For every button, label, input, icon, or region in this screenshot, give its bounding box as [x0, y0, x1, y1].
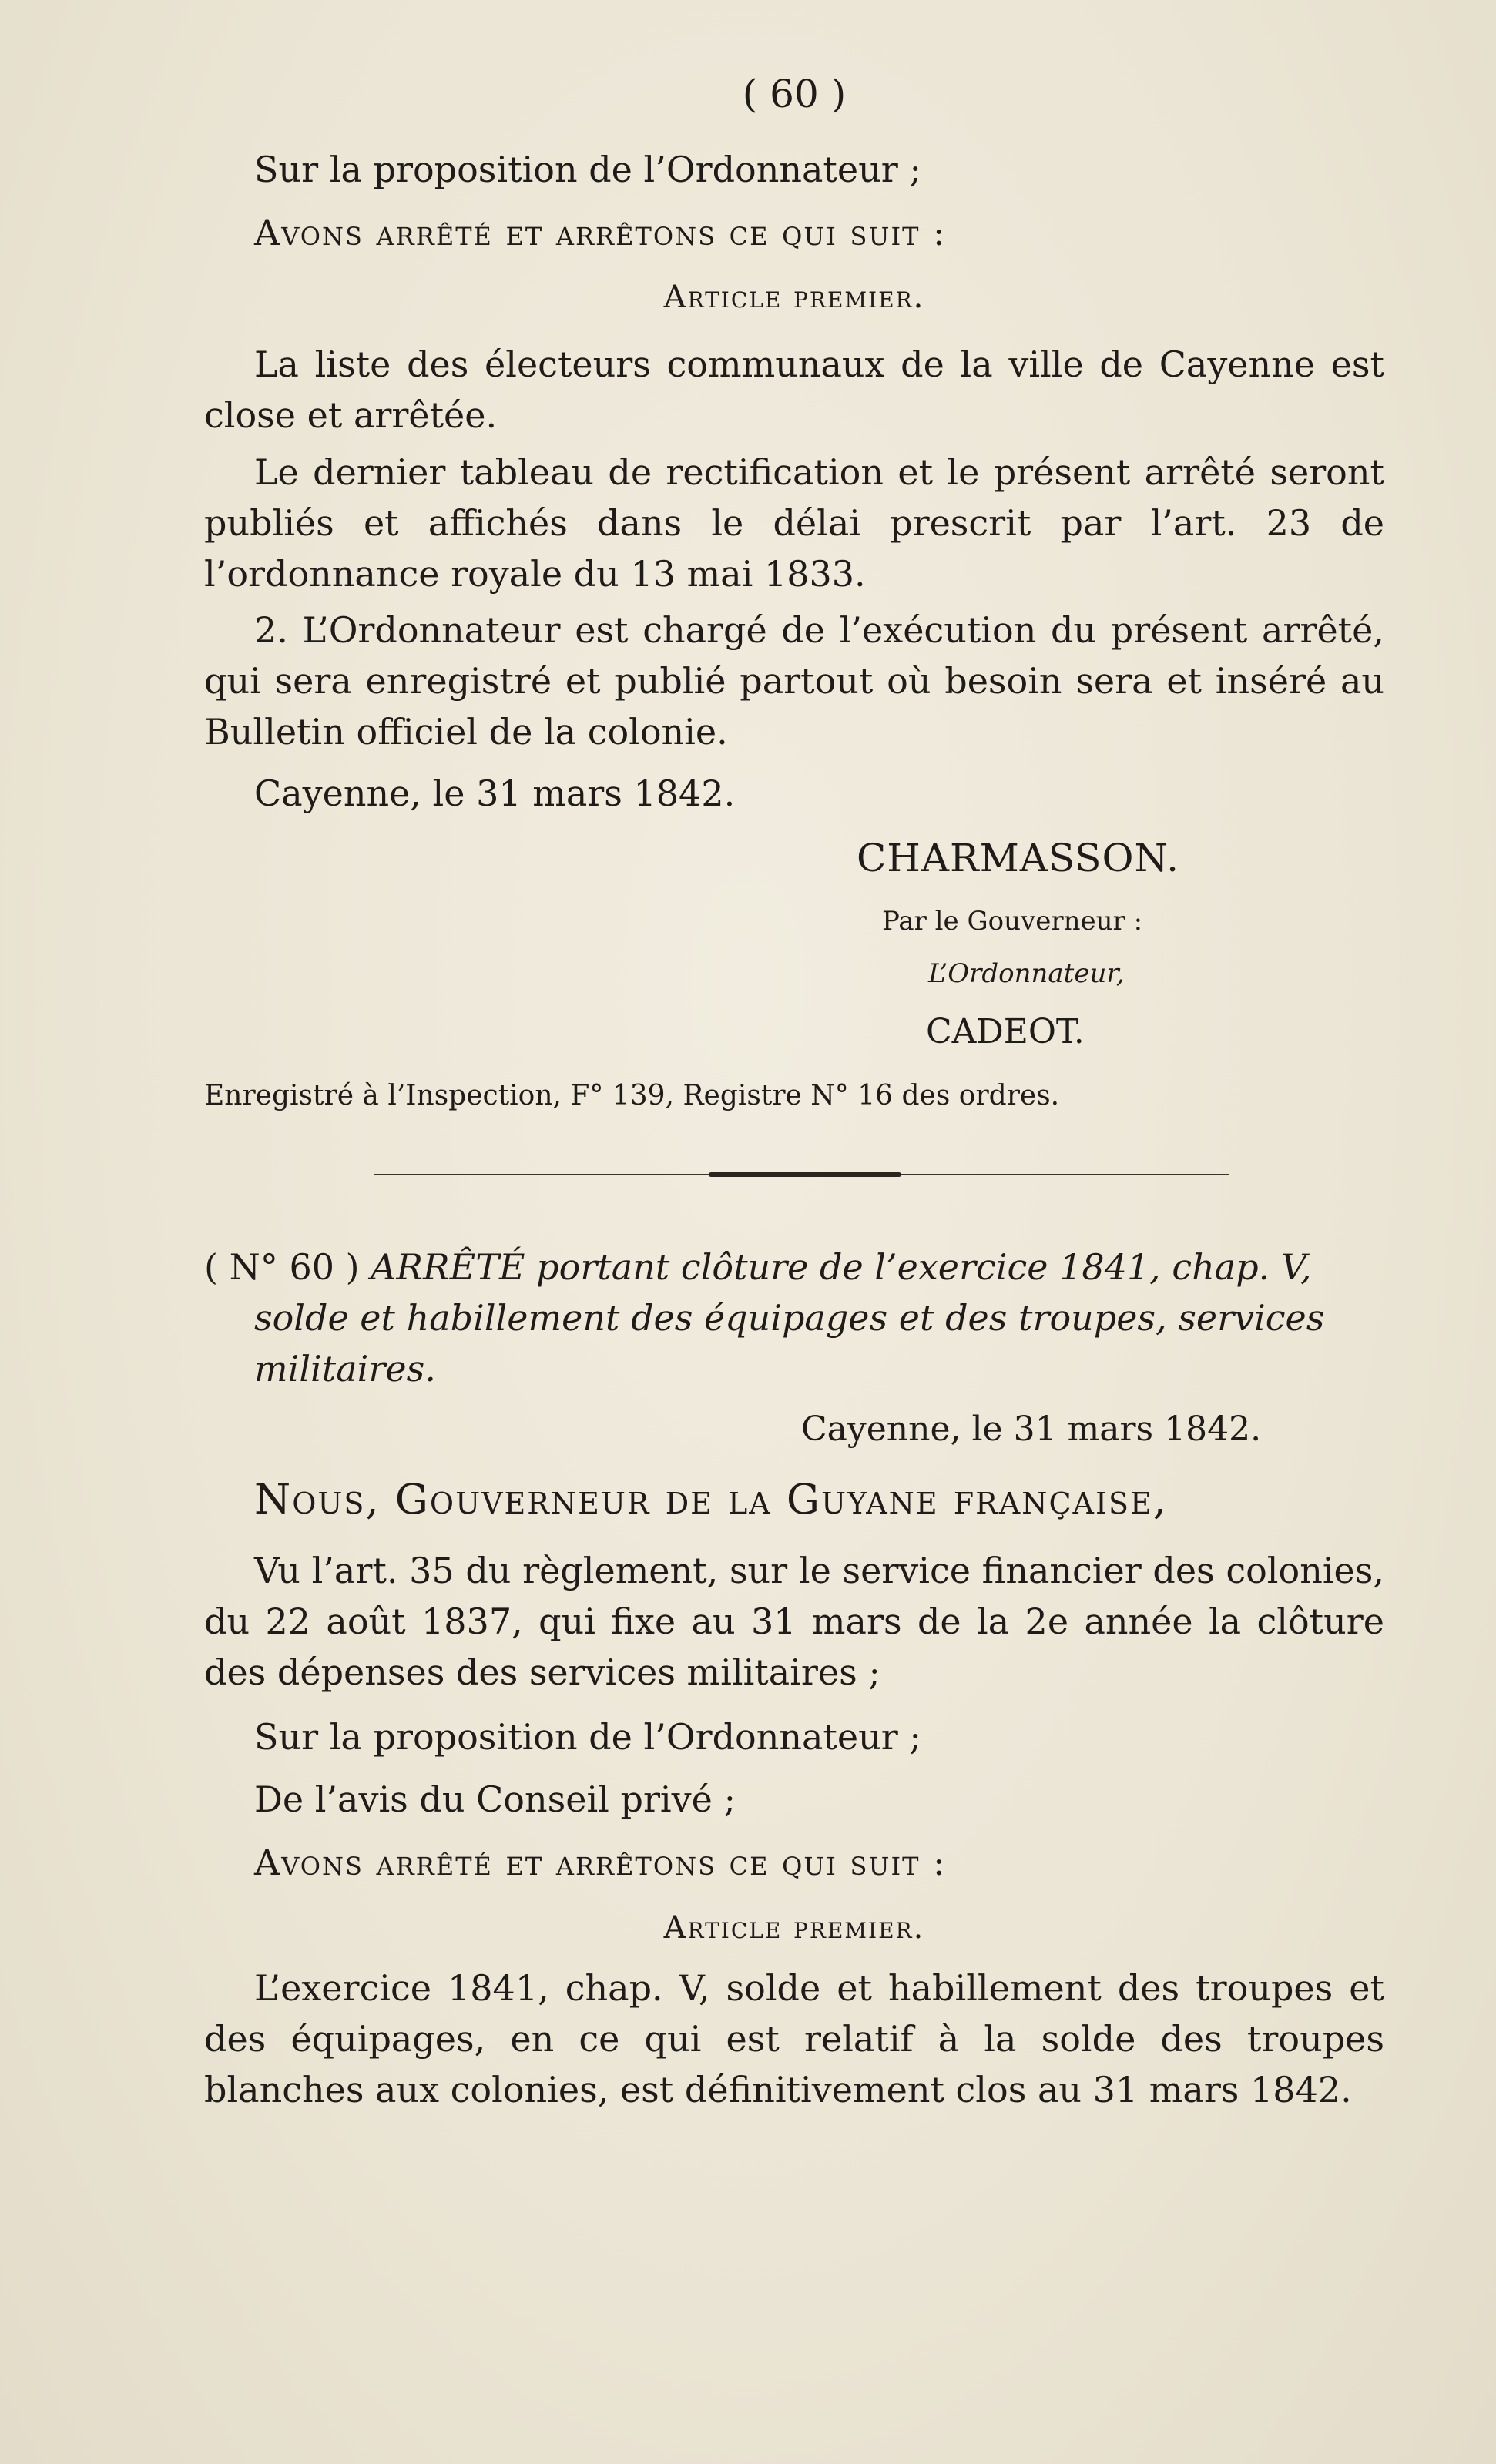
act-number: ( N° 60 ): [204, 1246, 360, 1288]
paragraph-liste-electeurs: La liste des électeurs communaux de la ville de Cayenne est close et arrêtée.: [204, 344, 1384, 436]
signer-name: CHARMASSON.: [857, 836, 1179, 880]
date-line: Cayenne, le 31 mars 1842.: [254, 773, 736, 814]
proposition-line-2: Sur la proposition de l’Ordonnateur ;: [254, 1716, 921, 1758]
countersigner-name: CADEOT.: [926, 1012, 1085, 1051]
conseil-prive-line: De l’avis du Conseil privé ;: [254, 1778, 736, 1820]
page-number: ( 60 ): [742, 72, 847, 116]
proposition-line: Sur la proposition de l’Ordonnateur ;: [254, 149, 921, 190]
par-le-gouverneur: Par le Gouverneur :: [882, 906, 1143, 937]
nous-gouverneur-line: Nous, Gouverneur de la Guyane française,: [254, 1475, 1168, 1524]
act-heading: [204, 1242, 1384, 1394]
act-date: Cayenne, le 31 mars 1842.: [801, 1410, 1262, 1449]
paragraph-ordonnateur-execution: 2. L’Ordonnateur est chargé de l’exécution du présent arrêté, qui sera enregistré et publié partout où besoin sera et inséré au Bulletin officiel de la colonie.: [204, 609, 1384, 753]
avons-arrete-line: Avons arrêté et arrêtons ce qui suit :: [254, 212, 947, 253]
article-premier-heading: Article premier.: [663, 280, 925, 315]
paragraph-vu-article: Vu l’art. 35 du règlement, sur le service financier des colonies, du 22 août 1837, qui fixe au 31 mars de la 2e année la clôture des dépenses des services militaires ;: [204, 1550, 1384, 1693]
ordonnateur-role: L’Ordonnateur,: [928, 958, 1125, 989]
article-premier-heading-2: Article premier.: [663, 1910, 925, 1946]
act-title: ARRÊTÉ portant clôture de l’exercice 1841, chap. V, solde et habillement des équipages et des troupes, services militaires.: [254, 1246, 1325, 1390]
paragraph-exercice-1841: L’exercice 1841, chap. V, solde et habillement des troupes et des équipages, en ce qui est relatif à la solde des troupes blanches aux colonies, est définitivement clos au 31 mars 1842.: [204, 1967, 1384, 2110]
registry-line: Enregistré à l’Inspection, F° 139, Registre N° 16 des ordres.: [204, 1080, 1060, 1111]
separator-rule-center: [709, 1172, 901, 1177]
paragraph-tableau-rectification: Le dernier tableau de rectification et le présent arrêté seront publiés et affichés dans le délai prescrit par l’art. 23 de l’ordonnance royale du 13 mai 1833.: [204, 451, 1384, 595]
avons-arrete-line-2: Avons arrêté et arrêtons ce qui suit :: [254, 1842, 947, 1883]
